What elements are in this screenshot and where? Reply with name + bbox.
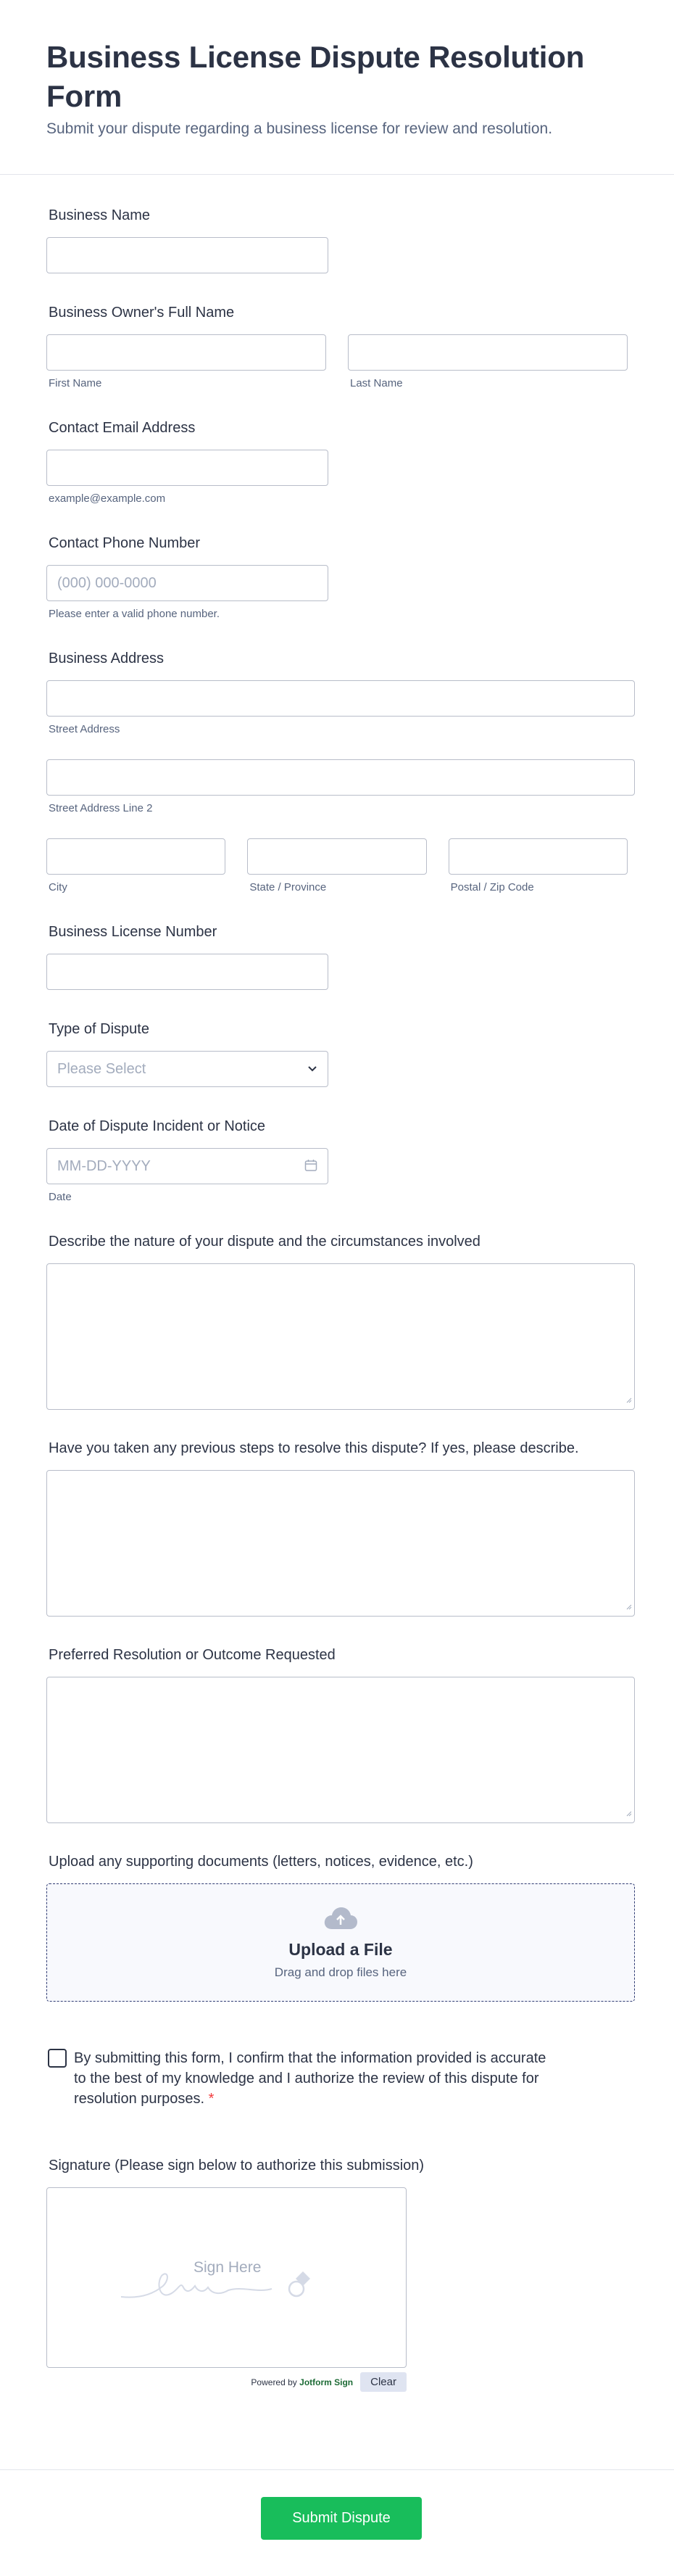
license-number-field (46, 924, 628, 990)
cloud-upload-icon (323, 1906, 358, 1934)
resolution-textarea[interactable] (46, 1677, 635, 1823)
state-input[interactable] (247, 838, 426, 875)
resize-grip-icon[interactable] (625, 1807, 632, 1820)
dispute-type-field (46, 1021, 628, 1087)
phone-field (46, 535, 628, 620)
file-upload-dropzone[interactable] (46, 1883, 635, 2002)
business-name-input[interactable] (46, 237, 328, 273)
email-sublabel: example@example.com (49, 492, 166, 505)
license-number-input[interactable] (46, 954, 328, 990)
nature-label: Describe the nature of your dispute and the circumstances involved (49, 1234, 480, 1250)
last-name-input[interactable] (348, 334, 628, 371)
form-body (0, 207, 674, 2392)
consent-field (46, 2048, 628, 2109)
email-field (46, 420, 628, 505)
page-subtitle: Submit your dispute regarding a business license for review and resolution. (46, 120, 553, 137)
upload-title: Upload a File (288, 1939, 393, 1959)
signature-placeholder: Sign Here (194, 2259, 262, 2276)
date-placeholder: MM-DD-YYYY (57, 1157, 151, 1174)
signature-field (46, 2158, 628, 2392)
form-header (0, 0, 674, 175)
nature-field (46, 1234, 628, 1410)
resize-grip-icon[interactable] (625, 1601, 632, 1614)
business-name-field (46, 207, 628, 273)
clear-signature-button[interactable]: Clear (360, 2372, 407, 2392)
date-field (46, 1118, 628, 1203)
upload-field (46, 1854, 628, 2002)
address-label: Business Address (49, 651, 164, 666)
previous-steps-field (46, 1440, 628, 1617)
dispute-type-select[interactable] (46, 1051, 328, 1087)
signature-pad[interactable] (46, 2187, 407, 2368)
phone-placeholder: (000) 000-0000 (57, 574, 157, 591)
zip-input[interactable] (449, 838, 628, 875)
last-name-sublabel: Last Name (350, 377, 403, 389)
phone-label: Contact Phone Number (49, 535, 201, 551)
date-sublabel: Date (49, 1191, 72, 1203)
consent-label (74, 2048, 554, 2109)
address-field (46, 651, 628, 893)
zip-sublabel: Postal / Zip Code (450, 881, 534, 893)
previous-steps-label: Have you taken any previous steps to resolve this dispute? If yes, please describe. (49, 1440, 579, 1456)
phone-input[interactable] (46, 565, 328, 601)
required-asterisk: * (208, 2091, 215, 2107)
license-number-label: Business License Number (49, 924, 217, 940)
street-address-2-input[interactable] (46, 759, 635, 796)
city-input[interactable] (46, 838, 225, 875)
consent-checkbox[interactable] (48, 2049, 67, 2068)
form-footer (0, 2469, 674, 2576)
submit-button[interactable]: Submit Dispute (261, 2497, 422, 2540)
first-name-sublabel: First Name (49, 377, 102, 389)
dispute-type-selected: Please Select (57, 1060, 146, 1077)
city-sublabel: City (49, 881, 67, 893)
powered-prefix: Powered by (251, 2377, 297, 2387)
phone-sublabel: Please enter a valid phone number. (49, 608, 220, 620)
resolution-field (46, 1647, 628, 1823)
business-name-label: Business Name (49, 207, 151, 223)
calendar-icon[interactable] (304, 1158, 318, 1176)
date-input[interactable] (46, 1148, 328, 1184)
street-address-sublabel: Street Address (49, 723, 120, 735)
nature-textarea[interactable] (46, 1263, 635, 1410)
owner-name-field (46, 305, 628, 389)
powered-brand: Jotform Sign (299, 2377, 354, 2387)
upload-label: Upload any supporting documents (letters, notices, evidence, etc.) (49, 1854, 473, 1870)
owner-name-label: Business Owner's Full Name (49, 305, 235, 321)
first-name-input[interactable] (46, 334, 326, 371)
resolution-label: Preferred Resolution or Outcome Requested (49, 1647, 336, 1663)
consent-text: By submitting this form, I confirm that the information provided is accurate to the best of my knowledge and I authorize the review of this dispute for resolution purposes. (74, 2050, 546, 2107)
email-label: Contact Email Address (49, 420, 196, 436)
chevron-down-icon (307, 1062, 318, 1078)
email-input[interactable] (46, 450, 328, 486)
state-sublabel: State / Province (249, 881, 327, 893)
previous-steps-textarea[interactable] (46, 1470, 635, 1617)
page-title: Business License Dispute Resolution Form (46, 40, 585, 113)
resize-grip-icon[interactable] (625, 1394, 632, 1407)
dispute-type-label: Type of Dispute (49, 1021, 149, 1037)
upload-hint: Drag and drop files here (274, 1965, 407, 1979)
date-label: Date of Dispute Incident or Notice (49, 1118, 266, 1134)
powered-by (251, 2377, 353, 2387)
street-address-input[interactable] (46, 680, 635, 717)
signature-label: Signature (Please sign below to authorize this submission) (49, 2158, 425, 2174)
street-address-2-sublabel: Street Address Line 2 (49, 802, 153, 814)
